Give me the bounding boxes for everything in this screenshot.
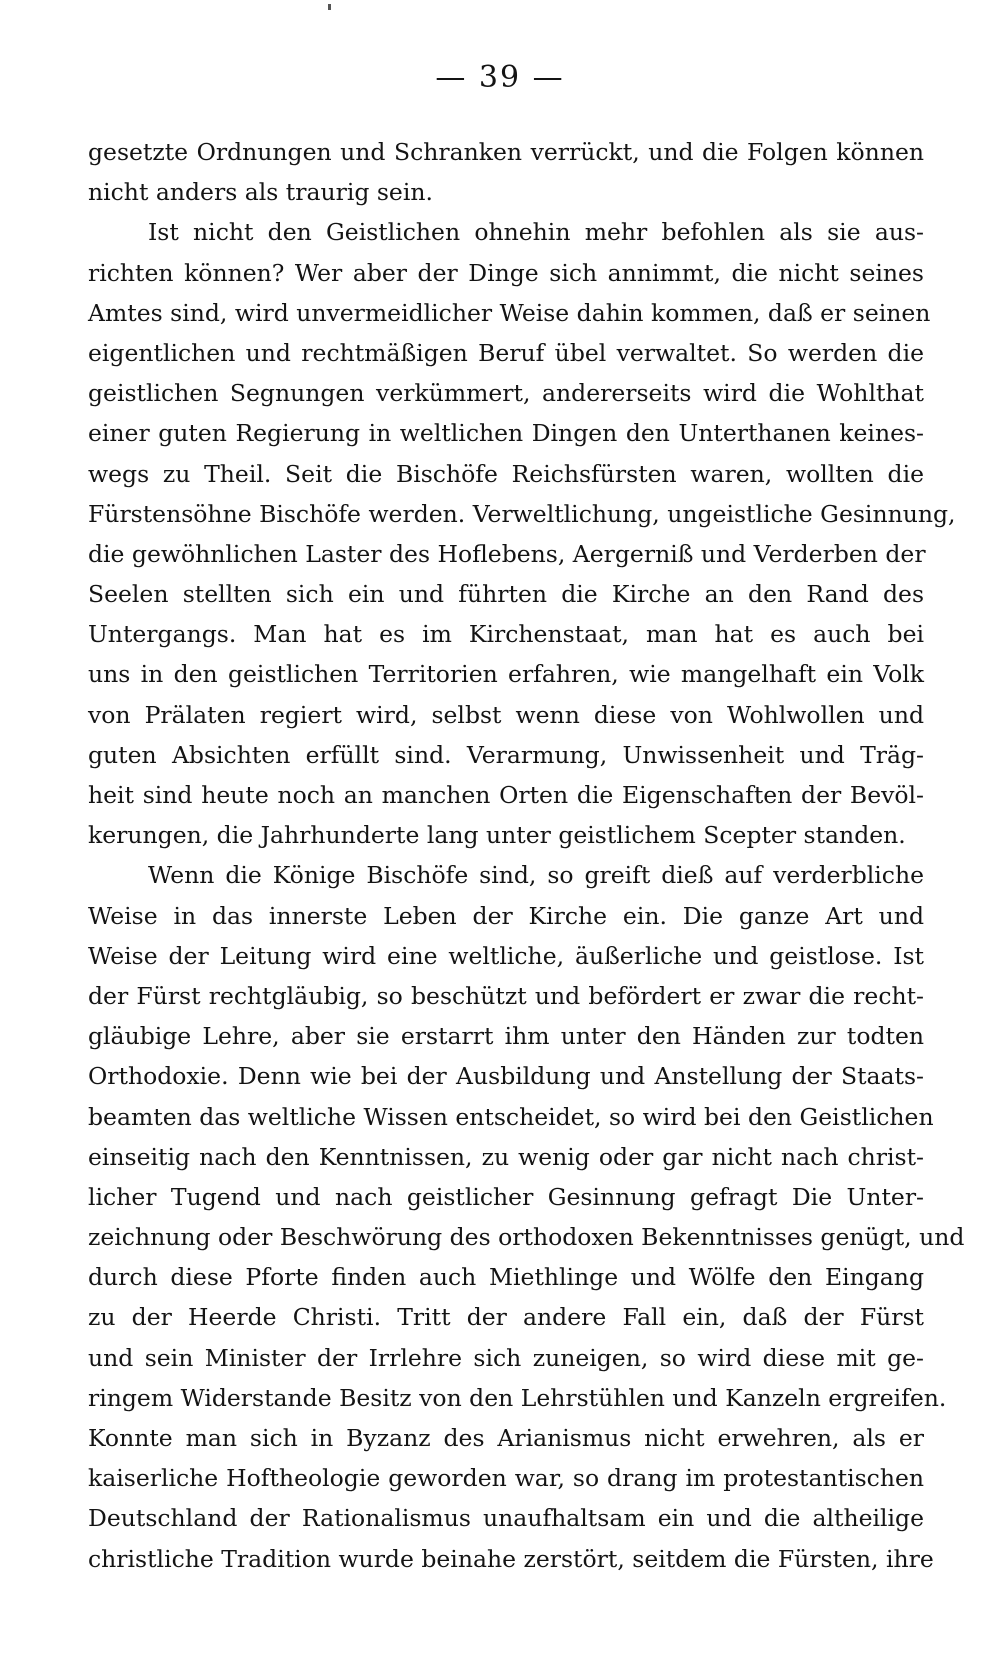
text-line: geistlichen Segnungen verkümmert, andererseits wird die Wohlthat — [88, 379, 924, 408]
text-line: zeichnung oder Beschwörung des orthodoxen Bekenntnisses genügt, und — [88, 1223, 965, 1252]
body-text — [88, 132, 965, 1579]
text-line: heit sind heute noch an manchen Orten die Eigenschaften der Bevöl- — [88, 781, 924, 809]
text-line: nicht anders als traurig sein. — [88, 178, 433, 207]
text-line: einseitig nach den Kenntnissen, zu wenig oder gar nicht nach christ- — [88, 1142, 924, 1171]
text-line: kerungen, die Jahrhunderte lang unter geistlichem Scepter standen. — [88, 821, 906, 850]
text-line: wegs zu Theil. Seit die Bischöfe Reichsfürsten waren, wollten die — [88, 459, 924, 488]
text-line: gesetzte Ordnungen und Schranken verrückt, und die Folgen können — [88, 138, 924, 166]
text-line: Orthodoxie. Denn wie bei der Ausbildung und Anstellung der Staats- — [88, 1062, 924, 1091]
text-line: einer guten Regierung in weltlichen Dingen den Unterthanen keines- — [88, 419, 924, 448]
text-line: guten Absichten erfüllt sind. Verarmung, Unwissenheit und Träg- — [88, 740, 924, 769]
ink-speck — [328, 4, 331, 10]
text-line: gläubige Lehre, aber sie erstarrt ihm unter den Händen zur todten — [88, 1022, 924, 1051]
text-line: Seelen stellten sich ein und führten die Kirche an den Rand des — [88, 580, 924, 609]
text-line: Untergangs. Man hat es im Kirchenstaat, man hat es auch bei — [88, 620, 924, 649]
text-line: die gewöhnlichen Laster des Hoflebens, Aergerniß und Verderben der — [88, 539, 926, 568]
text-line: Weise in das innerste Leben der Kirche ein. Die ganze Art und — [88, 901, 924, 930]
text-line: Deutschland der Rationalismus unaufhaltsam ein und die altheilige — [88, 1504, 924, 1533]
text-line: durch diese Pforte finden auch Miethlinge und Wölfe den Eingang — [88, 1263, 924, 1292]
text-line: und sein Minister der Irrlehre sich zuneigen, so wird diese mit ge- — [88, 1343, 924, 1372]
text-line: christliche Tradition wurde beinahe zerstört, seitdem die Fürsten, ihre — [88, 1544, 934, 1573]
text-line: beamten das weltliche Wissen entscheidet, so wird bei den Geistlichen — [88, 1102, 934, 1131]
text-line: Konnte man sich in Byzanz des Arianismus nicht erwehren, als er — [88, 1424, 924, 1452]
text-line: richten können? Wer aber der Dinge sich annimmt, die nicht seines — [88, 258, 924, 287]
text-line: Amtes sind, wird unvermeidlicher Weise dahin kommen, daß er seinen — [88, 298, 931, 327]
text-line: Weise der Leitung wird eine weltliche, äußerliche und geistlose. Ist — [88, 941, 924, 970]
page-number: — 39 — — [435, 60, 565, 95]
text-line: uns in den geistlichen Territorien erfahren, wie mangelhaft ein Volk — [88, 660, 924, 689]
text-line: von Prälaten regiert wird, selbst wenn diese von Wohlwollen und — [88, 700, 924, 729]
text-line: der Fürst rechtgläubig, so beschützt und befördert er zwar die recht- — [88, 981, 924, 1010]
text-line: Wenn die Könige Bischöfe sind, so greift dieß auf verderbliche — [148, 861, 924, 890]
text-line: kaiserliche Hoftheologie geworden war, so drang im protestantischen — [88, 1464, 924, 1493]
text-line: ringem Widerstande Besitz von den Lehrstühlen und Kanzeln ergreifen. — [88, 1383, 947, 1412]
text-line: eigentlichen und rechtmäßigen Beruf übel verwaltet. So werden die — [88, 338, 924, 367]
text-line: Fürstensöhne Bischöfe werden. Verweltlichung, ungeistliche Gesinnung, — [88, 499, 956, 528]
text-line: licher Tugend und nach geistlicher Gesinnung gefragt Die Unter- — [88, 1182, 924, 1211]
text-line: zu der Heerde Christi. Tritt der andere Fall ein, daß der Fürst — [88, 1303, 924, 1332]
text-line: Ist nicht den Geistlichen ohnehin mehr befohlen als sie aus- — [148, 218, 924, 247]
